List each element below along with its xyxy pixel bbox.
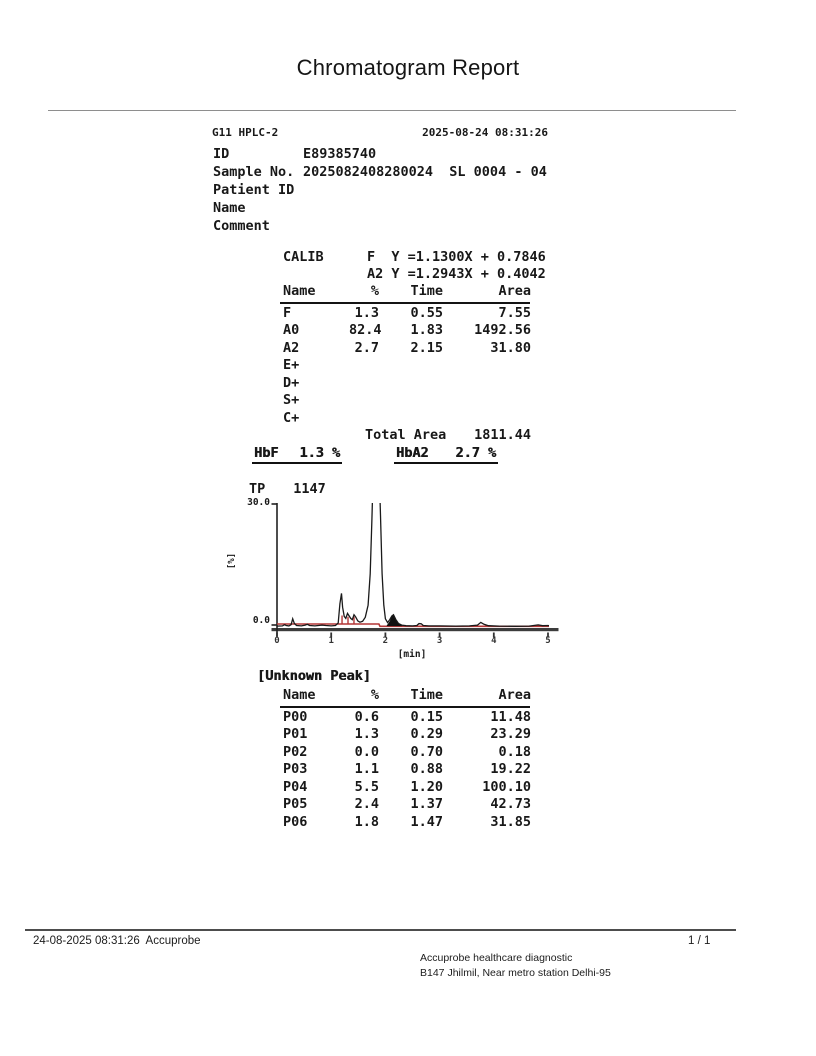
device-name: G11 HPLC-2: [212, 126, 279, 139]
table-cell: [443, 410, 531, 428]
footer-org-address: B147 Jhilmil, Near metro station Delhi-95: [420, 967, 611, 979]
table-cell: P02: [283, 743, 308, 760]
x-tick-label: 2: [382, 636, 389, 646]
table-cell: 1492.56: [474, 322, 531, 338]
table-cell: 1.20: [410, 778, 443, 795]
table-cell: 19.22: [490, 761, 531, 777]
y-axis-min-label: 0.0: [252, 615, 270, 626]
field-row: [213, 181, 547, 199]
table-cell: 31.80: [490, 339, 531, 356]
table-row: [283, 357, 531, 375]
table-cell: 1.8: [354, 813, 379, 830]
table-cell: [349, 375, 379, 393]
field-row: [213, 163, 547, 181]
table-cell: [379, 357, 443, 375]
table-cell: 0.29: [410, 726, 443, 742]
footer-divider: [25, 929, 736, 931]
table-cell: D+: [283, 374, 300, 391]
field-label: Patient ID: [213, 182, 295, 198]
column-header: %: [370, 283, 379, 299]
field-value: E89385740: [303, 146, 377, 162]
trace-group: [277, 503, 551, 626]
y-axis-max-label: 30.0: [247, 497, 270, 508]
total-area-label: Total Area: [365, 427, 447, 443]
table-cell: F: [283, 304, 292, 321]
table-cell: 2.7: [354, 339, 379, 356]
y-axis-unit-label: [%]: [227, 552, 238, 570]
table-cell: 1.83: [410, 322, 443, 338]
table-cell: 31.85: [490, 813, 531, 830]
calib-label: CALIB: [283, 249, 324, 265]
table-header-rule: [280, 302, 530, 304]
chromatogram-plot: [271, 503, 563, 645]
table-cell: 5.5: [354, 778, 379, 795]
table-cell: C+: [283, 409, 300, 426]
table-cell: 0.55: [410, 304, 443, 321]
field-row: [213, 145, 547, 163]
column-header: Time: [410, 687, 443, 703]
x-tick-label: 0: [274, 636, 280, 646]
table-cell: 0.88: [410, 761, 443, 777]
table-row: [283, 322, 531, 340]
theoretical-plates-row: [249, 481, 326, 497]
x-axis-line: [272, 628, 559, 631]
unknown-peak-title: [Unknown Peak]: [257, 668, 371, 684]
table-cell: A0: [283, 322, 300, 338]
field-row: [213, 217, 547, 235]
footer-datetime-app: 24-08-2025 08:31:26 Accuprobe: [33, 935, 201, 947]
calib-equation-a2: A2 Y =1.2943X + 0.4042: [367, 266, 546, 282]
column-header: Name: [283, 283, 316, 299]
table-cell: 0.18: [498, 743, 531, 760]
table-cell: [443, 392, 531, 410]
unknown-peak-table: [283, 687, 531, 831]
table-row: [283, 761, 531, 779]
table-row: [283, 375, 531, 393]
table-header-rule: [280, 706, 530, 708]
table-cell: [349, 392, 379, 410]
table-cell: 2.4: [354, 796, 379, 812]
table-cell: 82.4: [349, 322, 382, 338]
table-row: [283, 410, 531, 428]
hba2-value: 2.7 %: [455, 445, 496, 461]
table-cell: 0.15: [410, 708, 443, 725]
title-divider: [48, 110, 736, 111]
table-cell: P01: [283, 726, 308, 742]
table-cell: [349, 357, 379, 375]
table-cell: 1.3: [354, 726, 379, 742]
tp-label: TP: [249, 481, 266, 497]
hba2-summary: [394, 445, 498, 464]
table-cell: 23.29: [490, 726, 531, 742]
table-cell: E+: [283, 357, 300, 373]
table-cell: P06: [283, 813, 308, 830]
machine-row: [212, 126, 548, 139]
table-cell: [379, 410, 443, 428]
column-header: Area: [498, 687, 531, 703]
field-label: ID: [213, 146, 230, 162]
table-cell: 1.3: [354, 304, 379, 321]
calib-equation-f: F Y =1.1300X + 0.7846: [367, 249, 546, 265]
table-cell: 11.48: [490, 708, 531, 725]
table-row: [283, 709, 531, 727]
hbf-summary: [252, 445, 342, 464]
field-label: Sample No.: [213, 164, 295, 180]
column-header: Time: [410, 283, 443, 299]
total-area-value: 1811.44: [474, 427, 531, 443]
table-cell: 1.37: [410, 796, 443, 812]
field-label: Comment: [213, 218, 270, 234]
table-cell: P03: [283, 761, 308, 777]
hba2-label: HbA2: [396, 445, 429, 461]
x-tick-label: 1: [328, 636, 334, 646]
table-cell: [379, 392, 443, 410]
field-row: [213, 199, 547, 217]
field-value: 2025082408280024 SL 0004 - 04: [303, 164, 547, 180]
x-axis-tick-labels: [271, 636, 571, 648]
column-header: Area: [498, 283, 531, 299]
table-row: [283, 796, 531, 814]
table-row: [283, 726, 531, 744]
table-cell: 0.6: [354, 708, 379, 725]
table-row: [283, 305, 531, 323]
column-header: %: [370, 687, 379, 703]
field-label: Name: [213, 200, 246, 216]
table-cell: P05: [283, 796, 308, 812]
x-tick-label: 3: [436, 636, 443, 646]
tp-value: 1147: [293, 481, 326, 497]
column-header: Name: [283, 687, 316, 703]
table-cell: 0.70: [410, 743, 443, 760]
table-cell: 100.10: [482, 778, 531, 795]
table-cell: P00: [283, 708, 308, 725]
table-cell: [443, 357, 531, 375]
x-axis-unit-label: [min]: [397, 649, 427, 660]
table-cell: 1.1: [354, 761, 379, 777]
table-row: [283, 392, 531, 410]
page-title: Chromatogram Report: [296, 55, 520, 80]
table-cell: P04: [283, 778, 308, 795]
hbf-label: HbF: [254, 445, 279, 461]
report-datetime: 2025-08-24 08:31:26: [422, 126, 548, 139]
table-cell: [443, 375, 531, 393]
detector-trace: [277, 503, 551, 626]
table-row: [283, 340, 531, 358]
footer-org-name: Accuprobe healthcare diagnostic: [420, 952, 573, 964]
calib-table: [283, 283, 531, 427]
table-cell: 1.47: [410, 813, 443, 830]
report-fields: [213, 145, 547, 235]
footer-page-number: 1 / 1: [688, 935, 711, 947]
table-header-row: [283, 687, 531, 705]
table-cell: S+: [283, 392, 300, 408]
table-cell: 2.15: [410, 339, 443, 356]
x-tick-label: 5: [545, 636, 551, 646]
table-row: [283, 779, 531, 797]
table-cell: 0.0: [354, 743, 379, 760]
table-header-row: [283, 283, 531, 301]
x-tick-label: 4: [491, 636, 497, 646]
table-cell: 7.55: [498, 304, 531, 321]
table-cell: [379, 375, 443, 393]
table-row: [283, 744, 531, 762]
total-area-row: [283, 427, 531, 443]
hbf-value: 1.3 %: [299, 445, 340, 461]
table-cell: 42.73: [490, 796, 531, 812]
table-row: [283, 814, 531, 832]
table-cell: A2: [283, 339, 300, 356]
table-cell: [349, 410, 379, 428]
